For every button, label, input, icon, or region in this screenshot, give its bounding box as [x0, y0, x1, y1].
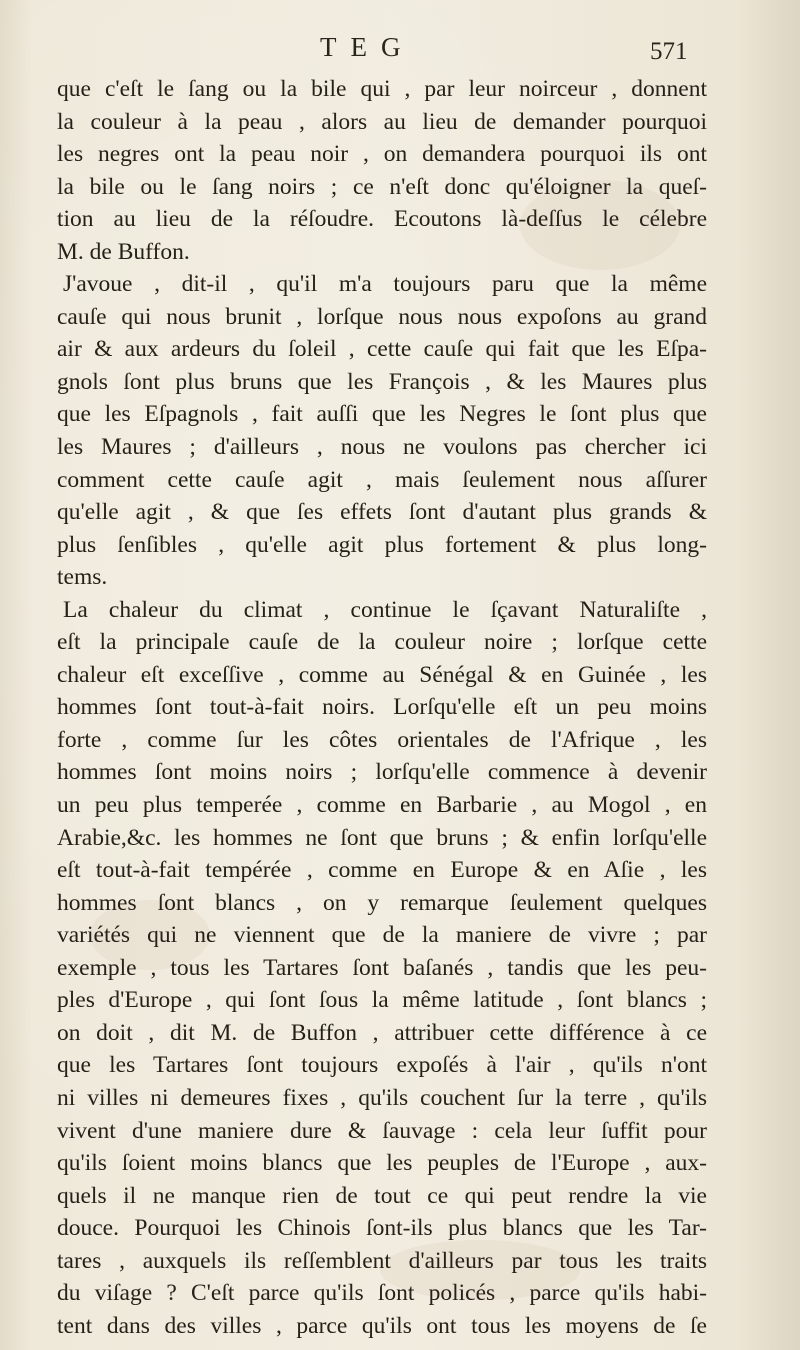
text-line: gnols ſont plus bruns que les François , & les Maures plus [57, 368, 707, 395]
text-line: la bile ou le ſang noirs ; ce n'eſt donc qu'éloigner la queſ- [57, 173, 707, 200]
text-line: eſt tout-à-fait tempérée , comme en Europe & en Aſie , les [57, 857, 707, 884]
text-line: tems. [57, 564, 108, 591]
text-line: eſt la principale cauſe de la couleur noire ; lorſque cette [57, 629, 707, 656]
text-line: variétés qui ne viennent que de la maniere de vivre ; par [57, 922, 707, 949]
text-line: Arabie,&c. les hommes ne ſont que bruns ; & enfin lorſqu'elle [57, 824, 707, 851]
text-line: un peu plus temperée , comme en Barbarie , au Mogol , en [57, 792, 707, 819]
text-line: ni villes ni demeures fixes , qu'ils couchent ſur la terre , qu'ils [57, 1084, 707, 1111]
text-line: que les Eſpagnols , fait auſſi que les Negres le ſont plus que [57, 401, 707, 428]
text-line: comment cette cauſe agit , mais ſeulement nous aſſurer [57, 466, 707, 493]
body-text [57, 73, 707, 1342]
text-line: M. de Buffon. [57, 238, 190, 265]
text-line: les Maures ; d'ailleurs , nous ne voulons pas chercher ici [57, 434, 707, 461]
text-line: tent dans des villes , parce qu'ils ont tous les moyens de ſe [57, 1312, 707, 1339]
text-line: ples d'Europe , qui ſont ſous la même latitude , ſont blancs ; [57, 987, 707, 1014]
text-line: chaleur eſt exceſſive , comme au Sénégal & en Guinée , les [57, 661, 707, 688]
text-line: les negres ont la peau noir , on demandera pourquoi ils ont [57, 141, 707, 168]
text-line: on doit , dit M. de Buffon , attribuer cette différence à ce [57, 1019, 707, 1046]
text-line: forte , comme ſur les côtes orientales de l'Afrique , les [57, 726, 707, 753]
running-head: TEG [320, 32, 415, 62]
text-line: la couleur à la peau , alors au lieu de demander pourquoi [57, 108, 707, 135]
text-line: du viſage ? C'eſt parce qu'ils ſont policés , parce qu'ils habi- [57, 1280, 707, 1307]
text-line: hommes ſont tout-à-fait noirs. Lorſqu'elle eſt un peu moins [57, 694, 707, 721]
page-header [0, 26, 800, 74]
text-line: que c'eſt le ſang ou la bile qui , par leur noirceur , donnent [57, 76, 707, 102]
text-line: air & aux ardeurs du ſoleil , cette cauſe qui fait que les Eſpa- [57, 336, 707, 363]
text-line: exemple , tous les Tartares ſont baſanés , tandis que les peu- [57, 954, 707, 981]
text-line: hommes ſont blancs , on y remarque ſeulement quelques [57, 889, 707, 916]
paragraph-start-line: J'avoue , dit-il , qu'il m'a toujours paru que la même [63, 271, 707, 298]
text-line: hommes ſont moins noirs ; lorſqu'elle commence à devenir [57, 759, 707, 786]
page-number: 571 [650, 38, 688, 65]
text-line: vivent d'une maniere dure & ſauvage : cela leur ſuffit pour [57, 1117, 707, 1144]
text-line: douce. Pourquoi les Chinois ſont-ils plus blancs que les Tar- [57, 1215, 707, 1242]
text-line: que les Tartares ſont toujours expoſés à l'air , qu'ils n'ont [57, 1052, 707, 1079]
text-line: tares , auxquels ils reſſemblent d'ailleurs par tous les traits [57, 1247, 707, 1274]
text-line: plus ſenſibles , qu'elle agit plus fortement & plus long- [57, 531, 707, 558]
text-line: qu'ils ſoient moins blancs que les peuples de l'Europe , aux- [57, 1150, 707, 1177]
text-line: cauſe qui nous brunit , lorſque nous nous expoſons au grand [57, 303, 707, 330]
text-line: quels il ne manque rien de tout ce qui peut rendre la vie [57, 1182, 707, 1209]
text-line: tion au lieu de la réſoudre. Ecoutons là-deſſus le célebre [57, 206, 707, 233]
text-line: qu'elle agit , & que ſes effets ſont d'autant plus grands & [57, 499, 707, 526]
paragraph-start-line: La chaleur du climat , continue le ſçavant Naturaliſte , [63, 596, 707, 623]
